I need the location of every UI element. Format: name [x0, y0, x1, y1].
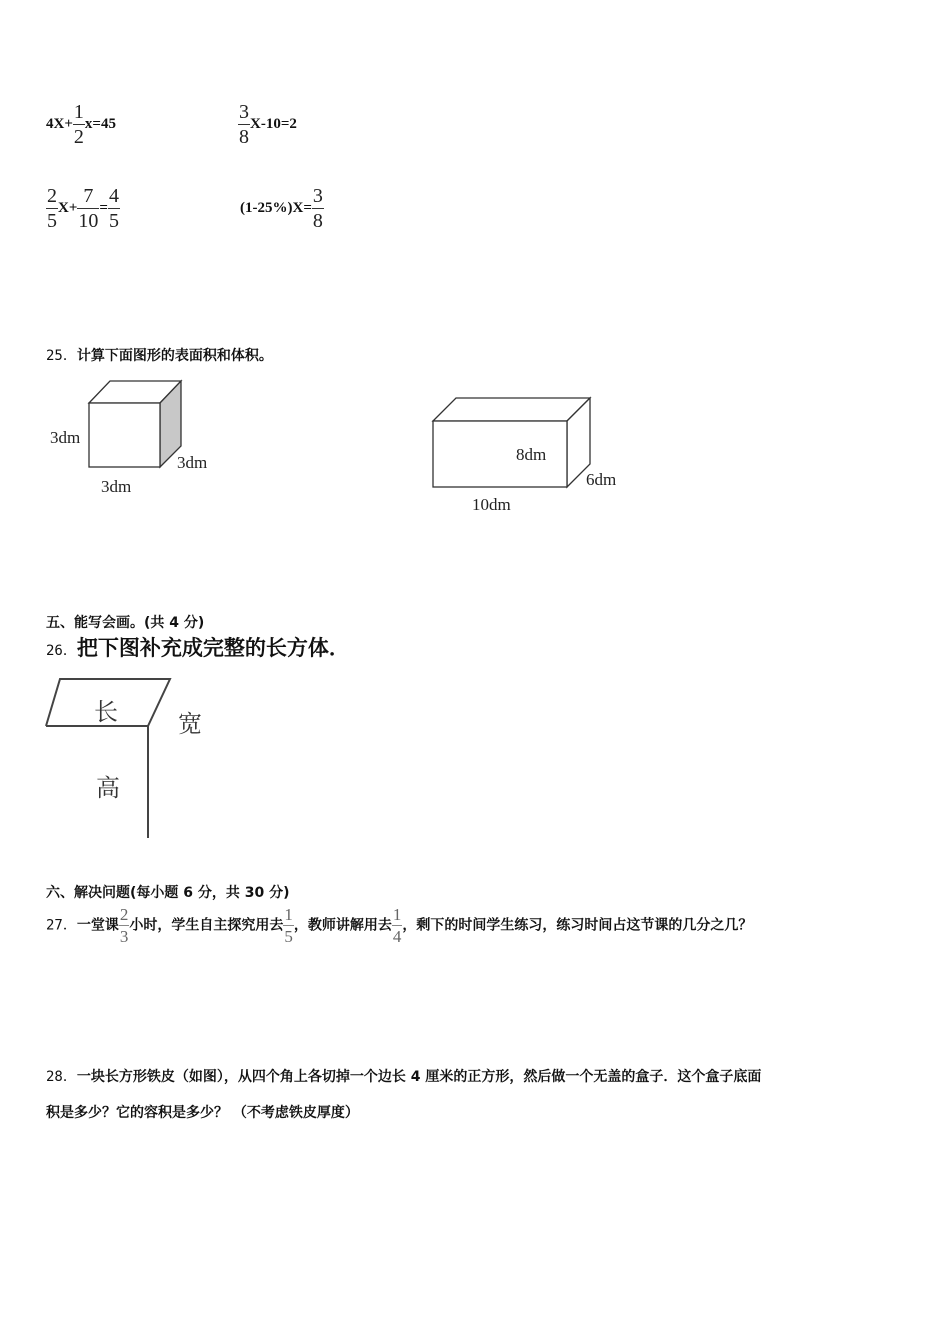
cube-height-label: 3dm — [50, 428, 81, 447]
question-27-text-4: ，剩下的时间学生练习，练习时间占这节课的几分之几？ — [402, 917, 753, 934]
eq1-suffix: x=45 — [84, 115, 116, 132]
width-label: 宽 — [178, 710, 202, 738]
eq3-fraction-2: $\frac{7}{10}$ — [78, 185, 99, 232]
question-28-line-2: 积是多少？它的容积是多少？ （不考虑铁皮厚度） — [46, 1105, 359, 1121]
question-25-number: 25． — [46, 348, 77, 364]
eq2-suffix: X-10=2 — [250, 115, 297, 132]
question-27-number: 27． — [46, 917, 77, 934]
section-6-title: 六、解决问题(每小题 6 分，共 30 分) — [46, 885, 290, 901]
eq3-fraction-1: $\frac{2}{5}$ — [47, 185, 57, 232]
question-27-text-1: 一堂课 — [76, 917, 119, 934]
question-27-text-2: 小时，学生自主探究用去 — [129, 917, 284, 934]
cuboid-height-label: 8dm — [516, 445, 547, 464]
eq3-mid-1: X+ — [58, 199, 78, 216]
cuboid-depth-label: 6dm — [586, 470, 617, 489]
cube-depth-label: 3dm — [177, 453, 208, 472]
cuboid-length-label: 10dm — [472, 495, 511, 514]
eq4-prefix: (1-25%)X= — [240, 199, 312, 216]
question-28-text-1: 一块长方形铁皮（如图），从四个角上各切掉一个边长 4 厘米的正方形，然后做一个无盖的盒子．这个盒子底面 — [76, 1069, 762, 1085]
question-27-fraction-3: $\frac{1}{4}$ — [392, 905, 402, 946]
eq1-prefix: 4X+ — [46, 115, 73, 132]
question-26-text: 把下图补充成完整的长方体． — [76, 636, 350, 660]
question-28-number: 28． — [46, 1069, 77, 1085]
question-26-number: 26． — [46, 643, 77, 659]
cube-width-label: 3dm — [101, 477, 132, 496]
question-27-text-3: ，教师讲解用去 — [293, 917, 392, 934]
question-27-fraction-1: $\frac{2}{3}$ — [119, 905, 129, 946]
question-27 — [46, 906, 752, 945]
section-5-title: 五、能写会画。(共 4 分) — [46, 615, 205, 631]
eq3-fraction-3: $\frac{4}{5}$ — [108, 185, 119, 232]
length-label: 长 — [94, 698, 118, 726]
question-25-text: 计算下面图形的表面积和体积。 — [76, 348, 273, 364]
question-28-line-1 — [46, 1066, 761, 1086]
eq1-fraction: $\frac{1}{2}$ — [73, 101, 84, 148]
eq4-fraction: $\frac{3}{8}$ — [312, 185, 323, 232]
question-27-fraction-2: $\frac{1}{5}$ — [284, 905, 293, 946]
height-label: 高 — [96, 774, 120, 802]
eq2-fraction: $\frac{3}{8}$ — [239, 101, 249, 148]
eq3-mid-2: = — [99, 199, 108, 216]
